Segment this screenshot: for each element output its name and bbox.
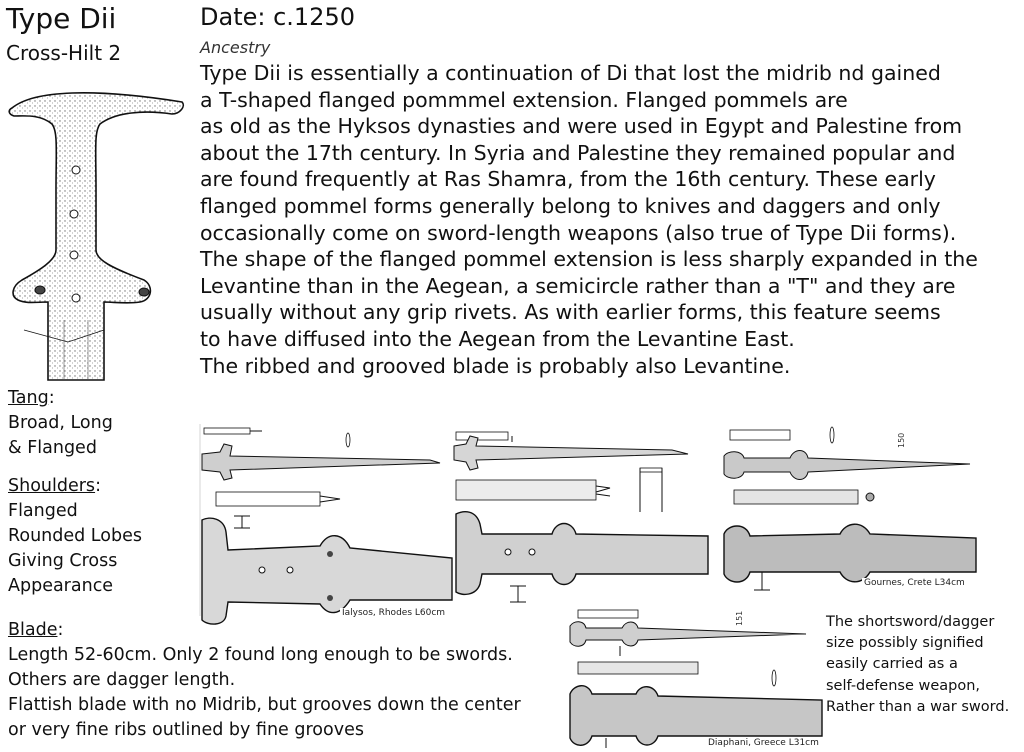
rivet (139, 288, 149, 296)
middle-sword-figure (452, 424, 708, 602)
rivet (35, 286, 45, 294)
blade-line: Length 52-60cm. Only 2 found long enough to be swords. (8, 645, 513, 665)
shoulders-line: Flanged (8, 501, 78, 521)
figure-caption: Gournes, Crete L34cm (864, 578, 965, 588)
hilt-illustration (4, 80, 194, 380)
ancestry-heading: Ancestry (200, 38, 271, 57)
shoulders-line: Giving Cross (8, 551, 118, 571)
ancestry-line: a T-shaped flanged pommmel extension. Flanged pommels are (200, 87, 848, 112)
ancestry-line: to have diffused into the Aegean from the Levantine East. (200, 326, 795, 351)
ancestry-line: Levantine than in the Aegean, a semicircle rather than a "T" and they are (200, 273, 956, 298)
gournes-sword-figure (720, 422, 976, 592)
ancestry-line: flanged pommel forms generally belong to knives and daggers and only (200, 193, 941, 218)
note-line: easily carried as a (826, 656, 958, 673)
ancestry-line: occasionally come on sword-length weapons (also true of Type Dii forms). (200, 220, 957, 245)
page-subtitle: Cross-Hilt 2 (6, 41, 122, 65)
ancestry-line: The ribbed and grooved blade is probably also Levantine. (200, 353, 791, 378)
shoulders-line: Rounded Lobes (8, 526, 142, 546)
small-sword-drawing (454, 436, 688, 470)
large-hilt-drawing (456, 512, 708, 595)
ancestry-line: as old as the Hyksos dynasties and were used in Egypt and Palestine from (200, 114, 963, 139)
small-sword-drawing (202, 444, 440, 480)
blade-heading: Blade (8, 620, 58, 640)
ancestry-line: about the 17th century. In Syria and Palestine they remained popular and (200, 140, 956, 165)
hilt-outline (9, 93, 183, 380)
blade-line: Others are dagger length. (8, 670, 236, 690)
rivet (72, 294, 80, 302)
small-sword-drawing (570, 622, 806, 647)
large-hilt-drawing (570, 686, 822, 746)
note-line: The shortsword/dagger (826, 614, 995, 630)
rivet (72, 166, 80, 174)
rivet (70, 251, 78, 259)
ancestry-line: The shape of the flanged pommel extension is less sharply expanded in the (200, 247, 978, 272)
tang-section: Tang: Broad, Long & Flanged (8, 386, 113, 461)
date-label: Date: c.1250 (200, 3, 355, 31)
blade-section: Blade: Length 52-60cm. Only 2 found long enough to be swords. Others are dagger length. Flattish blade with no Midrib, but grooves down the center or very fine ribs outlined by fine grooves (8, 618, 588, 743)
rivet (70, 210, 78, 218)
note-paragraph (826, 612, 1024, 718)
ialysos-sword-figure (190, 420, 452, 626)
note-line: self-defense weapon, (826, 677, 981, 694)
figure-caption: Ialysos, Rhodes L60cm (342, 608, 446, 618)
page-title: Type Dii (6, 2, 117, 35)
blade-line: or very fine ribs outlined by fine grooves (8, 720, 364, 740)
tang-line: & Flanged (8, 438, 97, 458)
note-line: Rather than a war sword. (826, 698, 1010, 715)
blade-line: Flattish blade with no Midrib, but grooves down the center (8, 695, 521, 715)
ancestry-line: are found frequently at Ras Shamra, from the 16th century. These early (200, 167, 936, 192)
ancestry-paragraph (200, 60, 1020, 379)
small-sword-drawing (724, 451, 970, 480)
note-line: size possibly signified (826, 635, 984, 652)
ancestry-line: Type Dii is essentially a continuation of Di that lost the midrib nd gained (200, 61, 941, 85)
ancestry-line: usually without any grip rivets. As with earlier forms, this feature seems (200, 300, 941, 325)
shoulders-section: Shoulders: Flanged Rounded Lobes Giving Cross Appearance (8, 474, 142, 599)
diaphani-dagger-figure (566, 604, 822, 748)
figure-caption: Diaphani, Greece L31cm (708, 738, 819, 748)
figure-number: 151 (735, 610, 744, 626)
shoulders-line: Appearance (8, 576, 114, 596)
tang-heading: Tang (8, 388, 49, 408)
tang-line: Broad, Long (8, 413, 113, 433)
shoulders-heading: Shoulders (8, 476, 96, 496)
figure-number: 150 (897, 432, 906, 448)
